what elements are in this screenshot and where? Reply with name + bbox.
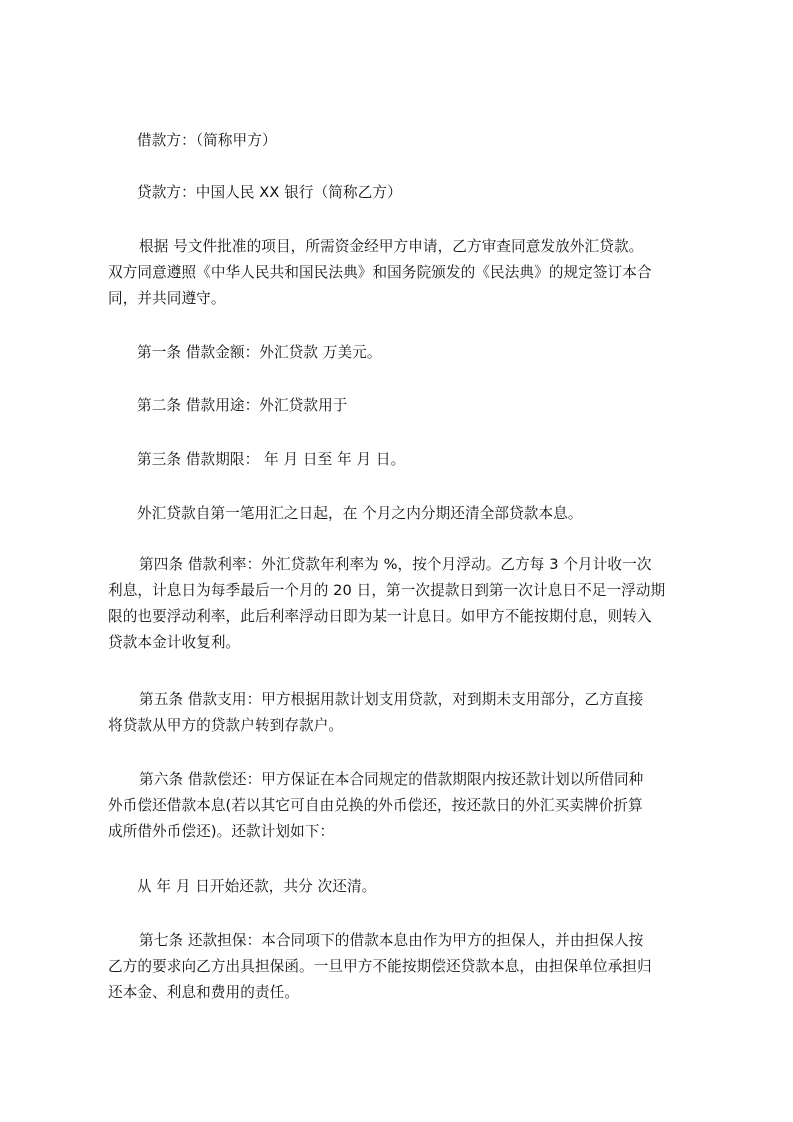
article-6 [108, 767, 700, 845]
text-line: 第一条 借款金额：外汇贷款 万美元。 [137, 344, 382, 361]
lender-line [108, 180, 700, 206]
text-line: 乙方的要求向乙方出具担保函。一旦甲方不能按期偿还贷款本息，由担保单位承担归 [108, 958, 652, 975]
text-line: 借款方：（简称甲方） [137, 132, 277, 149]
text-line: 第四条 借款利率：外汇贷款年利率为 %，按个月浮动。乙方每 3 个月计收一次 [139, 556, 652, 573]
text-line: 限的也要浮动利率，此后利率浮动日即为某一计息日。如甲方不能按期付息，则转入 [108, 608, 652, 625]
article-4 [108, 552, 700, 656]
article-1 [108, 340, 700, 366]
text-line: 外汇贷款自第一笔用汇之日起，在 个月之内分期还清全部贷款本息。 [137, 505, 583, 522]
text-line: 第七条 还款担保：本合同项下的借款本息由作为甲方的担保人，并由担保人按 [139, 932, 644, 949]
text-line: 外币偿还借款本息(若以其它可自由兑换的外币偿还，按还款日的外汇买卖牌价折算 [108, 797, 643, 814]
article-7 [108, 928, 700, 1006]
text-line: 双方同意遵照《中华人民共和国民法典》和国务院颁发的《民法典》的规定签订本合 [108, 264, 652, 281]
text-line: 同，并共同遵守。 [108, 290, 226, 307]
article-2 [108, 393, 700, 419]
borrower-line [108, 128, 700, 154]
text-line: 成所借外币偿还)。还款计划如下： [108, 823, 335, 840]
text-line: 贷款本金计收复利。 [108, 634, 241, 651]
text-line: 第二条 借款用途：外汇贷款用于 [137, 397, 348, 414]
article-3 [108, 447, 700, 473]
text-line: 根据 号文件批准的项目，所需资金经甲方申请，乙方审查同意发放外汇贷款。 [139, 238, 644, 255]
text-line: 还本金、利息和费用的责任。 [108, 984, 300, 1001]
text-line: 第五条 借款支用：甲方根据用款计划支用贷款，对到期未支用部分，乙方直接 [139, 691, 644, 708]
article-3-repayment [108, 501, 700, 527]
text-line: 第六条 借款偿还：甲方保证在本合同规定的借款期限内按还款计划以所借同种 [139, 771, 644, 788]
article-6-plan [108, 874, 700, 900]
text-line: 将贷款从甲方的贷款户转到存款户。 [108, 717, 344, 734]
text-line: 贷款方：中国人民 XX 银行（简称乙方） [137, 184, 402, 201]
text-line: 第三条 借款期限： 年 月 日至 年 月 日。 [137, 451, 406, 468]
preamble-paragraph [108, 234, 700, 312]
text-line: 从 年 月 日开始还款，共分 次还清。 [137, 878, 377, 895]
text-line: 利息，计息日为每季最后一个月的 20 日，第一次提款日到第一次计息日不足一浮动期 [108, 582, 666, 599]
article-5 [108, 687, 700, 739]
